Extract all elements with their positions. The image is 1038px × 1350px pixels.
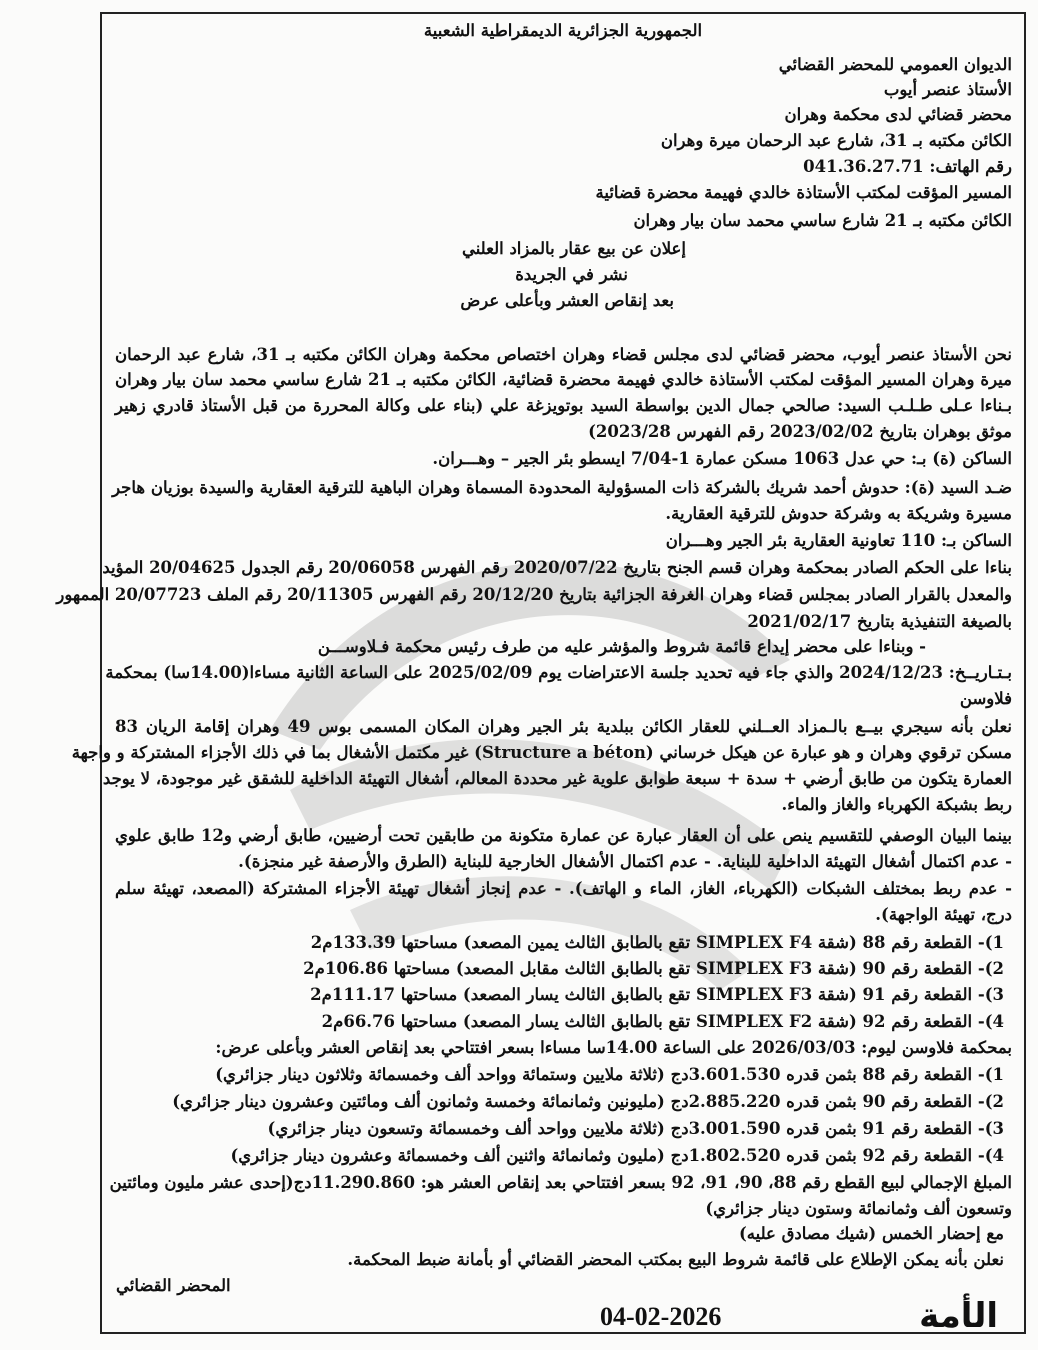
bailiff-role: محضر قضائي لدى محكمة وهران (784, 105, 1012, 124)
body-line: نحن الأستاذ عنصر أيوب، محضر قضائي لدى مجلس قضاء وهران اختصاص محكمة وهران الكائن مكتبه بـ 31، شارع عبد الرحمان (115, 345, 1013, 364)
body-line: ميرة وهران المسير المؤقت لمكتب الأستاذة خالدي فهيمة محضرة قضائية، الكائن مكتبه بـ 21 شارع ساسي محمد سان بيار وهران (115, 370, 1013, 389)
lot-item: 3)- القطعة رقم 91 (شقة SIMPLEX F3 تقع بالطابق الثالث يسار المصعد) مساحتها 111.17م2 (310, 985, 1004, 1004)
manager-address: الكائن مكتبه بـ 21 شارع ساسي محمد سان بيار وهران (633, 211, 1012, 230)
newspaper-logo-text: الأمة (919, 1296, 998, 1336)
body-line: - وبناءا على محضر إيداع قائمة شروط والمؤشر عليه من طرف رئيس محكمة فـلاوســـن (317, 637, 926, 656)
body-line: بناءا على الحكم الصادر بمحكمة وهران قسم الجنح بتاريخ 2020/07/22 رقم الفهرس 20/06058 رقم الجدول 20/04625 المؤيد (102, 558, 1012, 577)
body-line: الساكن بـ: 110 تعاونية العقارية بئر الجير وهـــران (665, 531, 1012, 550)
office-title: الديوان العمومي للمحضر القضائي (778, 55, 1012, 74)
bailiff-name: الأستاذ عنصر أيوب (883, 80, 1012, 99)
republic-header: الجمهورية الجزائرية الديمقراطية الشعبية (423, 21, 703, 40)
price-item: 1)- القطعة رقم 88 بثمن قدره 3.601.530دج (ثلاثة ملايين وستمائة وواحد ألف وخمسمائة وثلاثون دينار جزائري) (215, 1065, 1004, 1084)
body-line: مسيرة وشريكة به وشركة حدوش للترقية العقارية. (665, 504, 1012, 523)
body-line: - عدم ربط بمختلف الشبكات (الكهرباء، الغاز، الماء و الهاتف). - عدم إنجاز أشغال تهيئة الأجزاء المشتركة (المصعد، تهيئة سلم (115, 879, 1012, 898)
body-line: بـتـاريــخ: 2024/12/23 والذي جاء فيه تحديد جلسة الاعتراضات يوم 2025/02/09 على الساعة الثانية مساءا(14.00سا) بمحكمة (105, 663, 1012, 682)
price-item: 4)- القطعة رقم 92 بثمن قدره 1.802.520دج (مليون وثمانمائة واثنين ألف وخمسمائة وعشرون دينار جزائري) (230, 1146, 1004, 1165)
body-line: نعلن بأنه سيجري بيــع بالـمزاد العــلني للعقار الكائن ببلدية بئر الجير وهران المكان المسمى بوس 49 وهران إقامة الريان 83 (115, 717, 1012, 736)
price-item: 3)- القطعة رقم 91 بثمن قدره 3.001.590دج (ثلاثة ملايين وواحد ألف وخمسمائة وتسعون دينار جزائري) (267, 1119, 1004, 1138)
lot-item: 1)- القطعة رقم 88 (شقة SIMPLEX F4 تقع بالطابق الثالث يمين المصعد) مساحتها 133.39م2 (310, 933, 1004, 952)
lot-item: 2)- القطعة رقم 90 (شقة SIMPLEX F3 تقع بالطابق الثالث مقابل المصعد) مساحتها 106.86م2 (303, 959, 1004, 978)
price-item: 2)- القطعة رقم 90 بثمن قدره 2.885.220دج (مليونين وثمانمائة وخمسة وثمانون ألف ومائتين وعشرون دينار جزائري) (172, 1092, 1004, 1111)
total-amount: المبلغ الإجمالي لبيع القطع رقم 88، 90، 91، 92 بسعر افتتاحي بعد إنقاص العشر هو: 11.290.860دج(إحدى عشر مليون ومائتين (109, 1173, 1012, 1192)
body-line: - عدم اكتمال أشغال التهيئة الداخلية للبناية. - عدم اكتمال الأشغال الخارجية للبناية (الطرق والأرصفة غير منجزة). (238, 852, 1012, 871)
sale-condition: بعد إنقاص العشر وبأعلى عرض (460, 291, 674, 310)
publication-date: 04-02-2026 (600, 1302, 722, 1331)
body-line: العمارة يتكون من طابق أرضي + سدة + سبعة طوابق علوية غير محددة المعالم، أشغال التهيئة الداخلية للشقق غير موجودة، لا يوجد (102, 769, 1012, 788)
body-line: الساكن (ة) بـ: حي عدل 1063 مسكن عمارة 1-7/04 ايسطو بئر الجير – وهـــران. (432, 449, 1012, 468)
body-line: ضـد السيد (ة): حدوش أحمد شريك بالشركة ذات المسؤولية المحدودة المسماة وهران الباهية للترقية العقارية والسيدة بوزيان هاجر (112, 478, 1012, 497)
body-line: فلاوسن (959, 689, 1012, 708)
notice-title: إعلان عن بيع عقار بالمزاد العلني (461, 239, 686, 258)
newspaper-logo (880, 1296, 998, 1336)
sale-date: بمحكمة فلاوسن ليوم: 2026/03/03 على الساعة 14.00سا مساءا بسعر افتتاحي بعد إنقاص العشر وبأعلى عرض: (215, 1038, 1012, 1057)
deposit-note: مع إحضار الخمس (شيك مصادق عليه) (738, 1224, 1004, 1243)
phone-number: رقم الهاتف: 041.36.27.71 (803, 157, 1012, 176)
body-line: والمعدل بالقرار الصادر بمجلس قضاء وهران الغرفة الجزائية بتاريخ 20/12/20 رقم الفهرس 20/11305 رقم الملف 20/07723 الممهور (56, 585, 1012, 604)
lot-item: 4)- القطعة رقم 92 (شقة SIMPLEX F2 تقع بالطابق الثالث يسار المصعد) مساحتها 66.76م2 (321, 1012, 1004, 1031)
bailiff-signature: المحضر القضائي (116, 1276, 231, 1295)
office-address: الكائن مكتبه بـ 31، شارع عبد الرحمان ميرة وهران (660, 131, 1012, 150)
publication-line: نشر في الجريدة (515, 265, 628, 284)
body-line: موثق بوهران بتاريخ 2023/02/02 رقم الفهرس 2023/28) (588, 422, 1012, 441)
body-line: ربط بشبكة الكهرباء والغاز والماء. (781, 795, 1012, 814)
body-line: مسكن ترقوي وهران و هو عبارة عن هيكل خرساني (Structure a béton) غير مكتمل الأشغال بما في ذلك الأجزاء المشتركة و واجهة (71, 743, 1012, 762)
body-line: درج، تهيئة الواجهة). (875, 905, 1012, 924)
conditions-notice: نعلن بأنه يمكن الإطلاع على قائمة شروط البيع بمكتب المحضر القضائي أو بأمانة ضبط المحكمة. (347, 1250, 1004, 1269)
interim-manager: المسير المؤقت لمكتب الأستاذة خالدي فهيمة محضرة قضائية (595, 183, 1012, 202)
total-amount-words: وتسعون ألف وثمانمائة وستون دينار جزائري) (705, 1199, 1012, 1218)
body-line: بـناءا عـلى طـلـب السيد: صالحي جمال الدين بواسطة السيد بوتويزغة علي (بناء على وكالة المحررة من قبل الأستاذ قادري زهير (115, 396, 1012, 415)
body-line: بالصيغة التنفيذية بتاريخ 2021/02/17 (747, 612, 1012, 631)
body-line: بينما البيان الوصفي للتقسيم ينص على أن العقار عبارة عن عمارة متكونة من طابقين تحت أرضيين، طابق أرضي و12 طابق علوي (115, 826, 1012, 845)
